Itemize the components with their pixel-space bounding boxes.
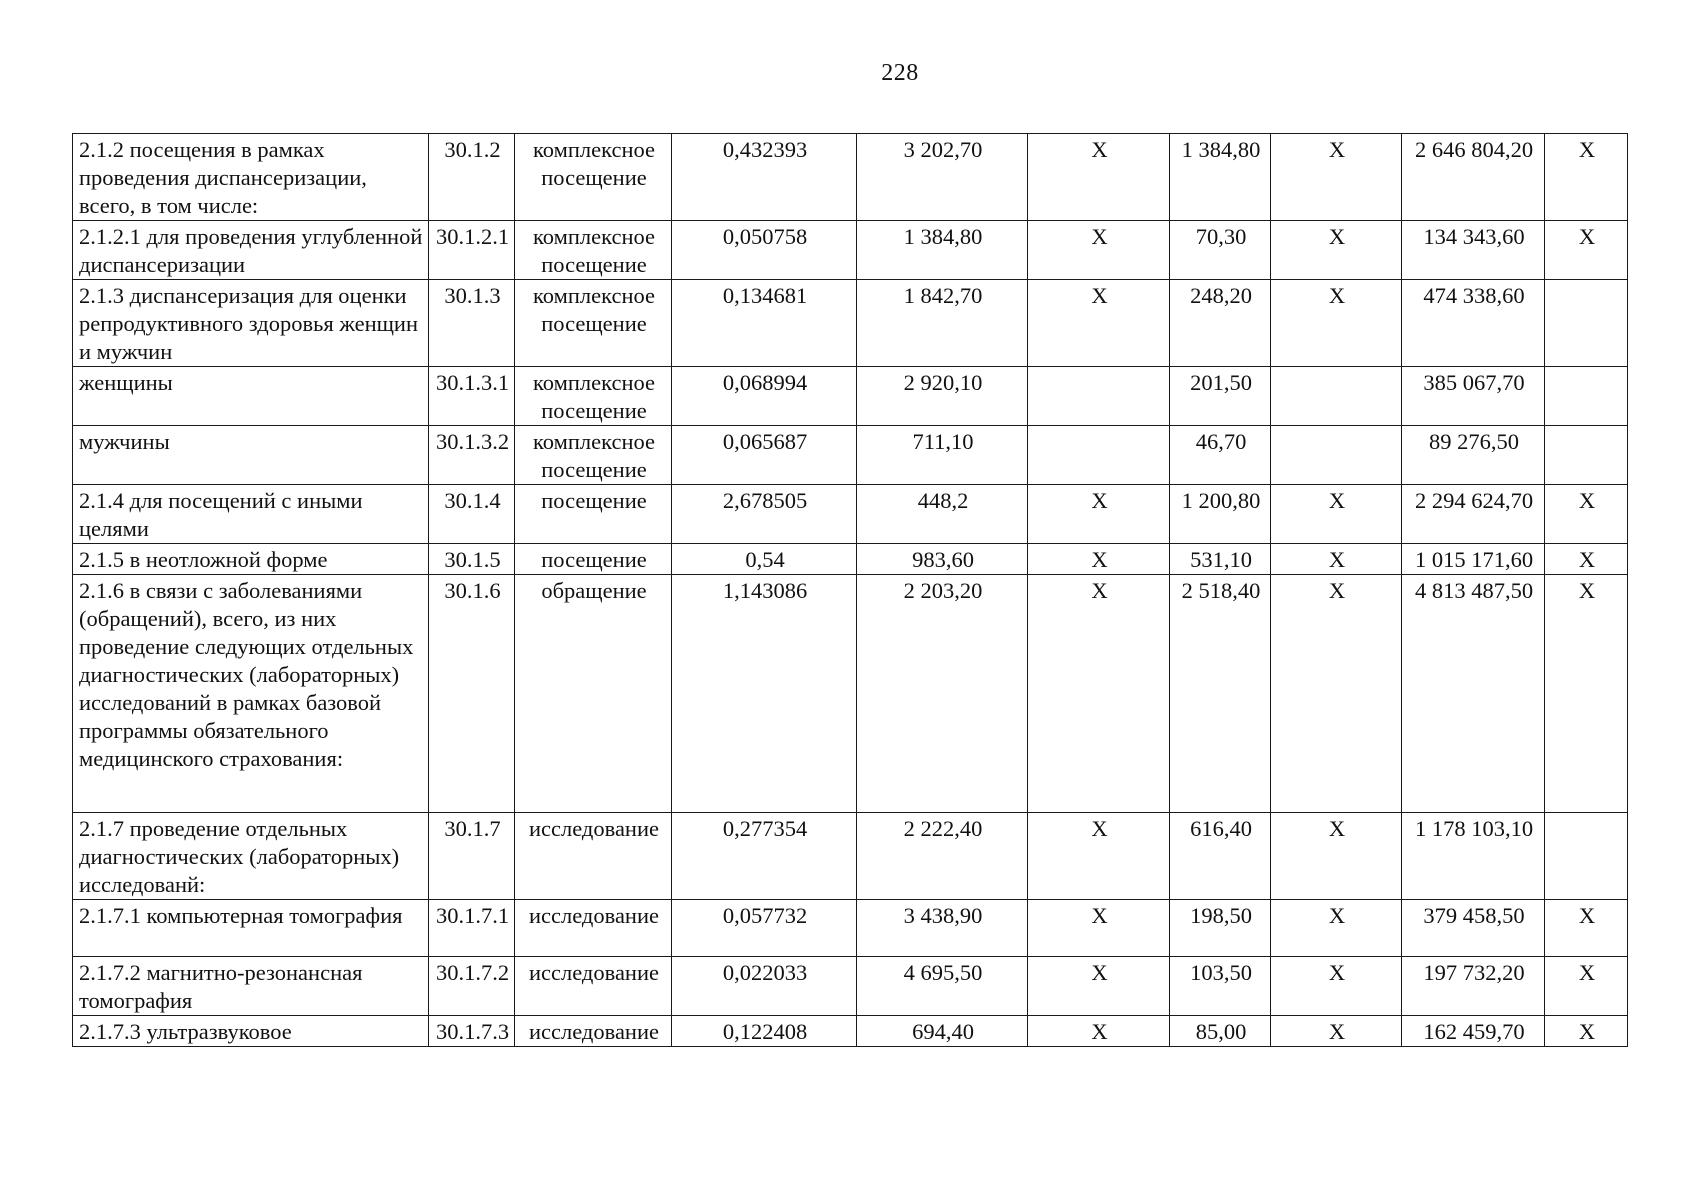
- row-name-cell: 2.1.4 для посещений с иными целями: [73, 485, 429, 544]
- row-code-cell: 30.1.2: [429, 134, 515, 221]
- table-row: [73, 813, 1628, 900]
- row-value-6-cell: 379 458,50: [1402, 900, 1545, 957]
- row-value-2-cell: 2 203,20: [857, 575, 1028, 813]
- row-value-5-cell: Х: [1271, 221, 1402, 280]
- row-value-1-cell: 0,057732: [672, 900, 857, 957]
- row-value-3-cell: Х: [1028, 485, 1170, 544]
- row-name-cell: мужчины: [73, 426, 429, 485]
- row-name-cell: 2.1.2 посещения в рамках проведения диспансеризации, всего, в том числе:: [73, 134, 429, 221]
- table-row: [73, 485, 1628, 544]
- data-table: [72, 133, 1628, 1047]
- row-value-1-cell: 0,068994: [672, 367, 857, 426]
- row-value-4-cell: 198,50: [1170, 900, 1271, 957]
- row-value-3-cell: Х: [1028, 957, 1170, 1016]
- row-value-7-cell: [1545, 280, 1628, 367]
- row-value-7-cell: Х: [1545, 221, 1628, 280]
- table-row: [73, 280, 1628, 367]
- row-value-3-cell: Х: [1028, 1016, 1170, 1047]
- row-unit-cell: комплексное посещение: [515, 367, 672, 426]
- row-value-5-cell: Х: [1271, 900, 1402, 957]
- row-code-cell: 30.1.7.2: [429, 957, 515, 1016]
- row-value-3-cell: Х: [1028, 575, 1170, 813]
- table-row: [73, 575, 1628, 813]
- row-value-5-cell: Х: [1271, 544, 1402, 575]
- row-value-3-cell: Х: [1028, 134, 1170, 221]
- row-code-cell: 30.1.7.3: [429, 1016, 515, 1047]
- row-code-cell: 30.1.3.1: [429, 367, 515, 426]
- row-value-6-cell: 197 732,20: [1402, 957, 1545, 1016]
- row-value-6-cell: 2 294 624,70: [1402, 485, 1545, 544]
- row-code-cell: 30.1.7: [429, 813, 515, 900]
- row-value-4-cell: 1 384,80: [1170, 134, 1271, 221]
- row-value-2-cell: 711,10: [857, 426, 1028, 485]
- row-code-cell: 30.1.3.2: [429, 426, 515, 485]
- row-value-6-cell: 89 276,50: [1402, 426, 1545, 485]
- row-value-6-cell: 474 338,60: [1402, 280, 1545, 367]
- row-name-cell: 2.1.7.3 ультразвуковое: [73, 1016, 429, 1047]
- row-value-2-cell: 2 222,40: [857, 813, 1028, 900]
- table-row: [73, 367, 1628, 426]
- page-number: 228: [881, 60, 919, 86]
- row-name-cell: 2.1.3 диспансеризация для оценки репродуктивного здоровья женщин и мужчин: [73, 280, 429, 367]
- row-value-4-cell: 46,70: [1170, 426, 1271, 485]
- row-value-6-cell: 162 459,70: [1402, 1016, 1545, 1047]
- row-value-1-cell: 0,432393: [672, 134, 857, 221]
- row-value-5-cell: Х: [1271, 1016, 1402, 1047]
- row-value-3-cell: Х: [1028, 813, 1170, 900]
- row-name-cell: 2.1.7.1 компьютерная томография: [73, 900, 429, 957]
- row-unit-cell: посещение: [515, 485, 672, 544]
- row-unit-cell: комплексное посещение: [515, 426, 672, 485]
- row-value-5-cell: Х: [1271, 134, 1402, 221]
- row-value-3-cell: [1028, 367, 1170, 426]
- row-unit-cell: исследование: [515, 957, 672, 1016]
- row-unit-cell: посещение: [515, 544, 672, 575]
- row-value-7-cell: [1545, 426, 1628, 485]
- table-row: [73, 957, 1628, 1016]
- row-value-2-cell: 983,60: [857, 544, 1028, 575]
- row-unit-cell: комплексное посещение: [515, 280, 672, 367]
- row-value-1-cell: 2,678505: [672, 485, 857, 544]
- row-code-cell: 30.1.3: [429, 280, 515, 367]
- row-value-7-cell: Х: [1545, 575, 1628, 813]
- row-value-6-cell: 1 178 103,10: [1402, 813, 1545, 900]
- row-value-1-cell: 0,54: [672, 544, 857, 575]
- row-value-7-cell: [1545, 367, 1628, 426]
- row-value-4-cell: 531,10: [1170, 544, 1271, 575]
- row-value-1-cell: 0,022033: [672, 957, 857, 1016]
- row-value-7-cell: Х: [1545, 485, 1628, 544]
- row-value-3-cell: [1028, 426, 1170, 485]
- row-value-2-cell: 1 384,80: [857, 221, 1028, 280]
- row-name-cell: 2.1.7 проведение отдельных диагностических (лабораторных) исследованй:: [73, 813, 429, 900]
- row-code-cell: 30.1.7.1: [429, 900, 515, 957]
- row-value-3-cell: Х: [1028, 221, 1170, 280]
- row-unit-cell: исследование: [515, 900, 672, 957]
- row-value-7-cell: Х: [1545, 957, 1628, 1016]
- row-value-6-cell: 4 813 487,50: [1402, 575, 1545, 813]
- row-unit-cell: обращение: [515, 575, 672, 813]
- row-name-cell: 2.1.7.2 магнитно-резонансная томография: [73, 957, 429, 1016]
- row-value-4-cell: 248,20: [1170, 280, 1271, 367]
- row-value-6-cell: 134 343,60: [1402, 221, 1545, 280]
- table-row: [73, 221, 1628, 280]
- row-value-7-cell: Х: [1545, 134, 1628, 221]
- row-value-3-cell: Х: [1028, 544, 1170, 575]
- row-value-1-cell: 0,122408: [672, 1016, 857, 1047]
- row-code-cell: 30.1.4: [429, 485, 515, 544]
- row-unit-cell: исследование: [515, 1016, 672, 1047]
- row-value-2-cell: 694,40: [857, 1016, 1028, 1047]
- row-unit-cell: комплексное посещение: [515, 134, 672, 221]
- row-value-7-cell: Х: [1545, 544, 1628, 575]
- row-value-2-cell: 3 438,90: [857, 900, 1028, 957]
- table-row: [73, 900, 1628, 957]
- row-value-4-cell: 70,30: [1170, 221, 1271, 280]
- row-value-4-cell: 201,50: [1170, 367, 1271, 426]
- row-code-cell: 30.1.6: [429, 575, 515, 813]
- row-name-cell: 2.1.6 в связи с заболеваниями (обращений), всего, из них проведение следующих отдельных диагностических (лабораторных) исследований в рамках базовой программы обязательного медицинского страхования:: [73, 575, 429, 813]
- row-unit-cell: комплексное посещение: [515, 221, 672, 280]
- row-value-5-cell: [1271, 426, 1402, 485]
- row-name-cell: 2.1.2.1 для проведения углубленной диспансеризации: [73, 221, 429, 280]
- table-row: [73, 1016, 1628, 1047]
- row-value-4-cell: 85,00: [1170, 1016, 1271, 1047]
- row-value-2-cell: 448,2: [857, 485, 1028, 544]
- row-code-cell: 30.1.2.1: [429, 221, 515, 280]
- row-value-2-cell: 2 920,10: [857, 367, 1028, 426]
- row-value-6-cell: 2 646 804,20: [1402, 134, 1545, 221]
- row-value-2-cell: 4 695,50: [857, 957, 1028, 1016]
- row-value-1-cell: 1,143086: [672, 575, 857, 813]
- row-value-5-cell: Х: [1271, 575, 1402, 813]
- row-value-3-cell: Х: [1028, 900, 1170, 957]
- table-body: [73, 134, 1628, 1047]
- row-value-2-cell: 1 842,70: [857, 280, 1028, 367]
- row-value-2-cell: 3 202,70: [857, 134, 1028, 221]
- table-row: [73, 544, 1628, 575]
- row-unit-cell: исследование: [515, 813, 672, 900]
- row-name-cell: женщины: [73, 367, 429, 426]
- row-value-5-cell: Х: [1271, 957, 1402, 1016]
- row-value-6-cell: 385 067,70: [1402, 367, 1545, 426]
- table-row: [73, 134, 1628, 221]
- row-value-5-cell: [1271, 367, 1402, 426]
- row-value-1-cell: 0,277354: [672, 813, 857, 900]
- row-value-7-cell: Х: [1545, 1016, 1628, 1047]
- table-row: [73, 426, 1628, 485]
- row-value-1-cell: 0,065687: [672, 426, 857, 485]
- row-value-7-cell: Х: [1545, 900, 1628, 957]
- row-value-4-cell: 103,50: [1170, 957, 1271, 1016]
- row-value-5-cell: Х: [1271, 485, 1402, 544]
- row-name-cell: 2.1.5 в неотложной форме: [73, 544, 429, 575]
- row-value-5-cell: Х: [1271, 280, 1402, 367]
- row-value-1-cell: 0,134681: [672, 280, 857, 367]
- row-code-cell: 30.1.5: [429, 544, 515, 575]
- row-value-1-cell: 0,050758: [672, 221, 857, 280]
- row-value-7-cell: [1545, 813, 1628, 900]
- row-value-4-cell: 2 518,40: [1170, 575, 1271, 813]
- row-value-4-cell: 616,40: [1170, 813, 1271, 900]
- row-value-5-cell: Х: [1271, 813, 1402, 900]
- row-value-3-cell: Х: [1028, 280, 1170, 367]
- row-value-6-cell: 1 015 171,60: [1402, 544, 1545, 575]
- row-value-4-cell: 1 200,80: [1170, 485, 1271, 544]
